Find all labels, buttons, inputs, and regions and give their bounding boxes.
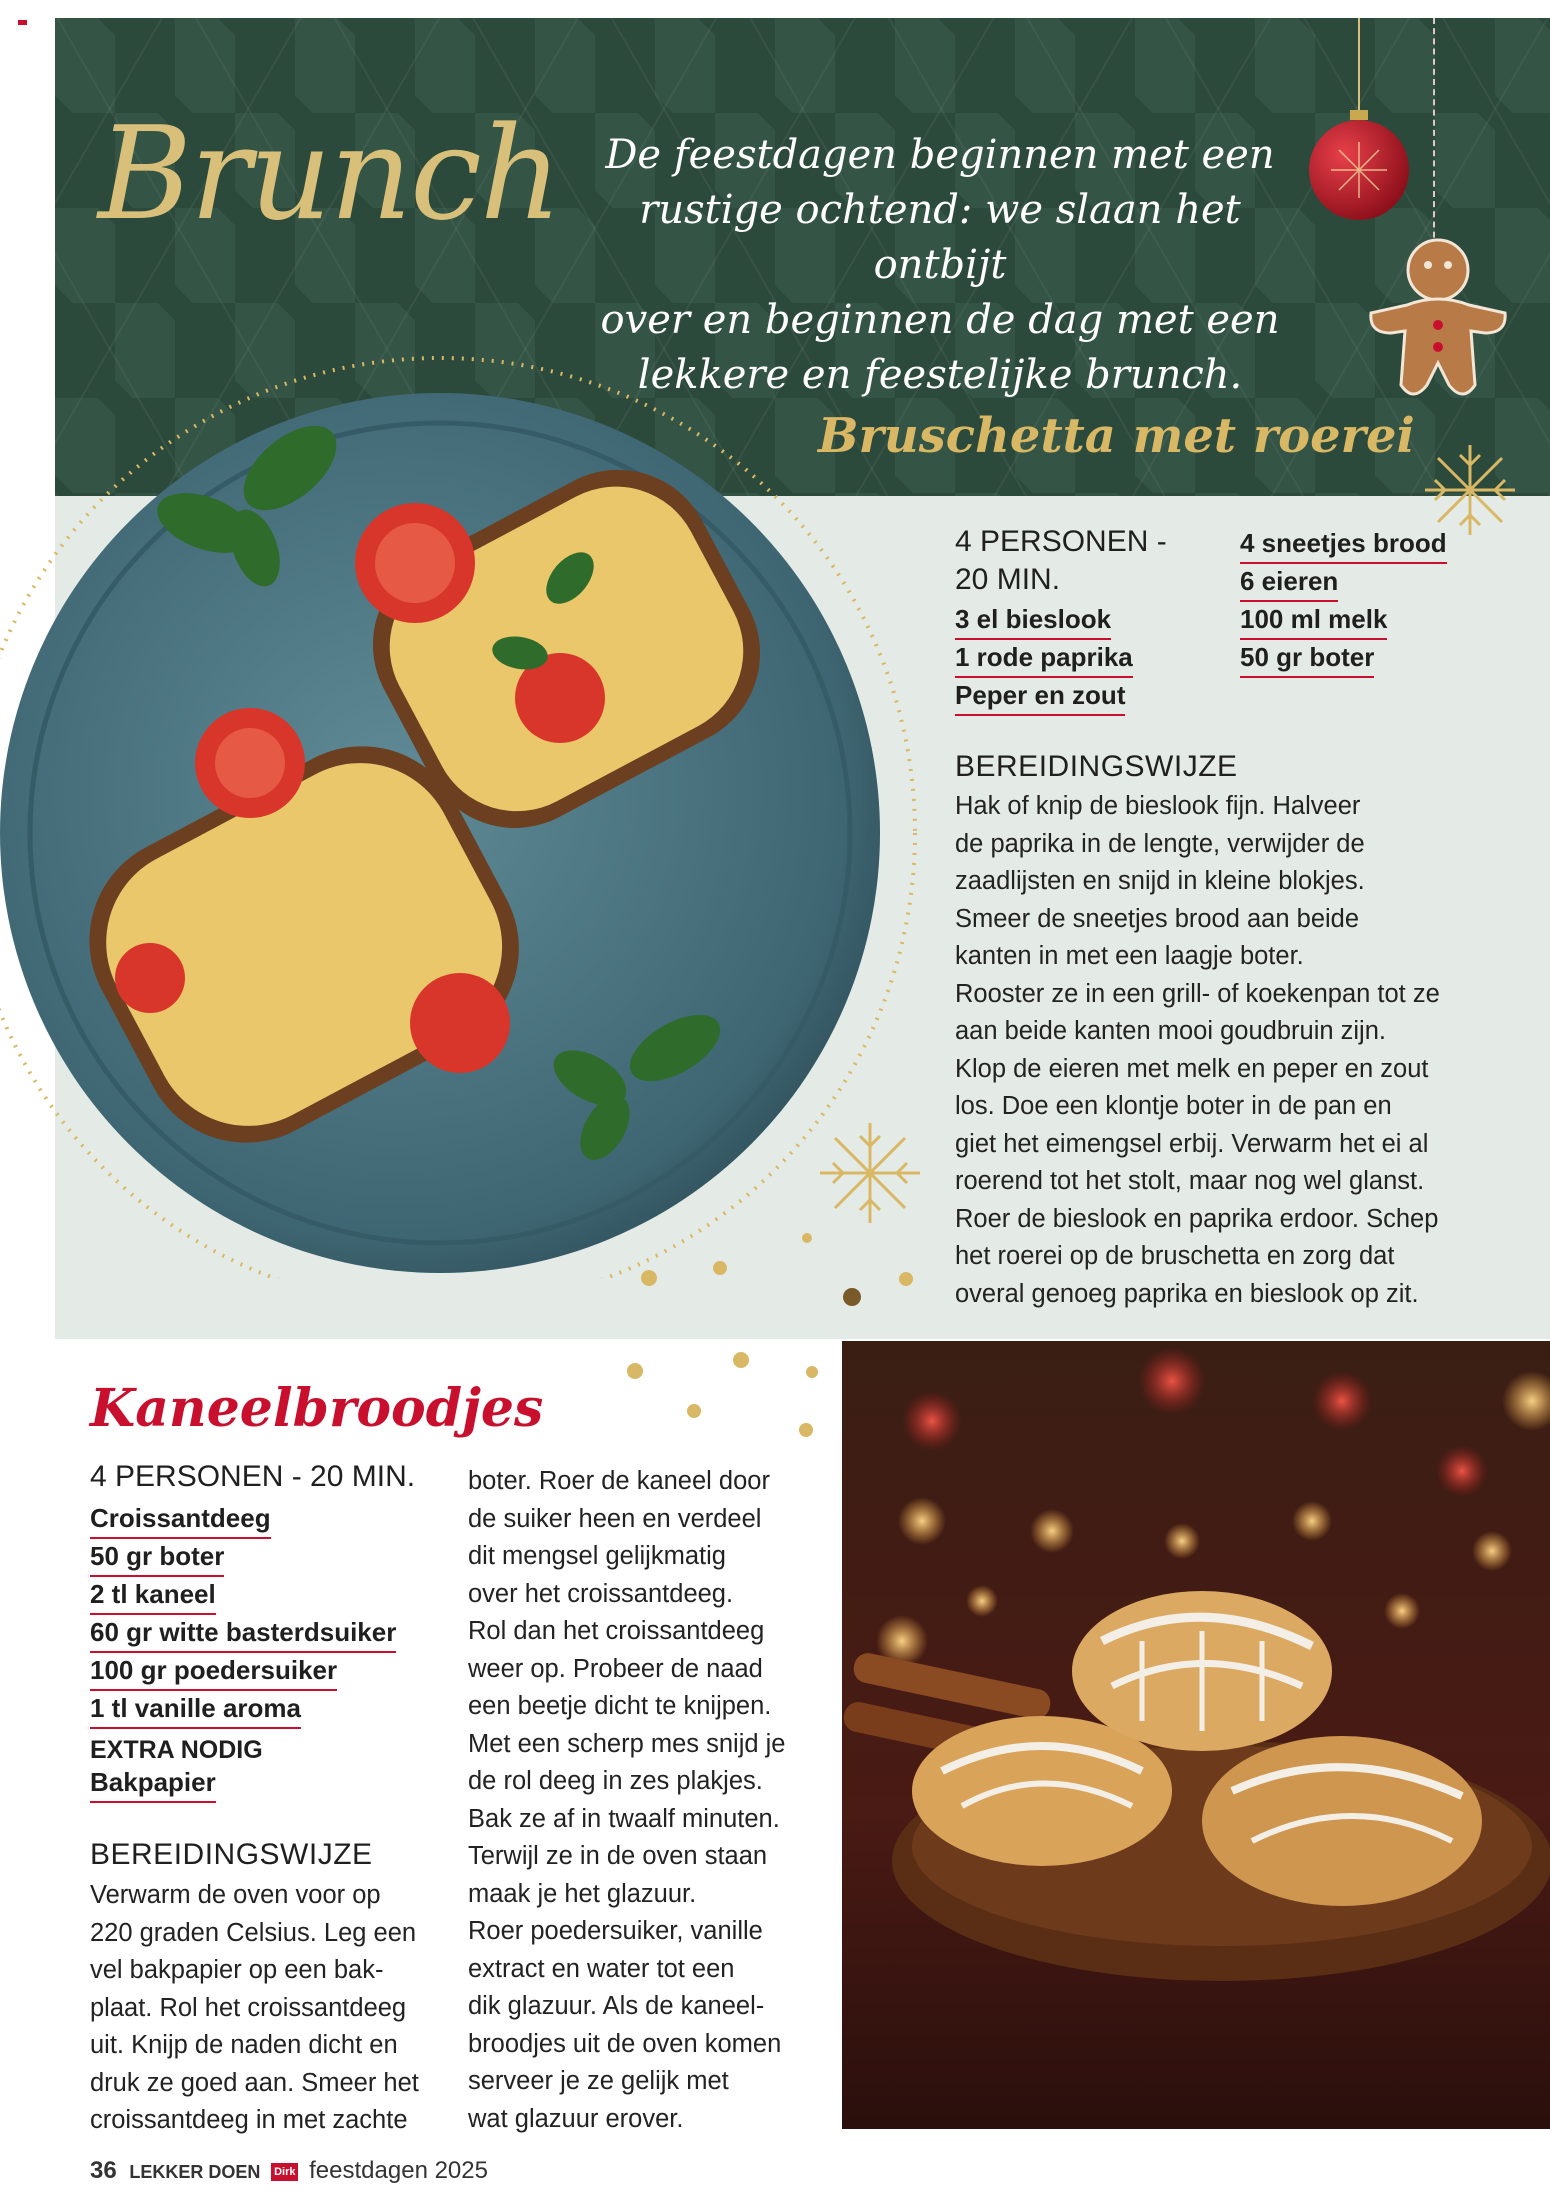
method-line: Roer de bieslook en paprika erdoor. Schep — [955, 1204, 1439, 1233]
method-line: Roer poedersuiker, vanille — [468, 1917, 763, 1945]
method-line: plaat. Rol het croissantdeeg — [90, 1993, 407, 2022]
method-line: het roerei op de bruschetta en zorg dat — [955, 1242, 1395, 1270]
method-line: vel bakpapier op een bak- — [90, 1956, 384, 1984]
recipe2-extra-heading: EXTRA NODIG — [90, 1736, 263, 1764]
method-line: weer op. Probeer de naad — [468, 1654, 763, 1683]
bruschetta-photo — [0, 318, 920, 1278]
recipe1-method — [955, 788, 1515, 1313]
method-line: extract en water tot een — [468, 1954, 735, 1983]
decor-dot — [687, 1404, 701, 1418]
recipe1-title: Bruschetta met roerei — [818, 408, 1415, 464]
gingerbread-string — [1433, 18, 1437, 258]
method-line: los. Doe een klontje boter in de pan en — [955, 1092, 1392, 1120]
ingredient-item — [90, 1652, 396, 1688]
ingredient-label: 2 tl kaneel — [90, 1576, 216, 1615]
method-line: kanten in met een laagje boter. — [955, 942, 1304, 970]
decor-dot — [802, 1233, 812, 1243]
method-line: de suiker heen en verdeel — [468, 1504, 762, 1533]
page-number: 36 — [90, 2157, 117, 2184]
method-line: zaadlijsten en snijd in kleine blokjes. — [955, 867, 1365, 895]
decor-dot — [641, 1270, 657, 1286]
method-line: roerend tot het stolt, maar nog wel glanst. — [955, 1167, 1425, 1195]
method-line: Met een scherp mes snijd je — [468, 1729, 786, 1758]
serves-line: 4 PERSONEN - — [955, 525, 1167, 558]
recipe2-method-col1 — [90, 1877, 450, 2140]
serves-line: 20 MIN. — [955, 563, 1061, 596]
recipe2-title: Kaneelbroodjes — [90, 1378, 544, 1439]
ingredient-label: 50 gr boter — [1240, 639, 1374, 678]
method-line: de paprika in de lengte, verwijder de — [955, 829, 1365, 858]
method-line: Hak of knip de bieslook fijn. Halveer — [955, 792, 1361, 820]
intro-line: rustige ochtend: we slaan het ontbijt — [639, 187, 1241, 288]
recipe1-method-heading: BEREIDINGSWIJZE — [955, 750, 1238, 783]
ingredient-item — [1240, 525, 1447, 561]
method-line: serveer je ze gelijk met — [468, 2067, 729, 2095]
method-line: druk ze goed aan. Smeer het — [90, 2068, 419, 2097]
decor-dot — [806, 1366, 818, 1378]
page-title: Brunch — [98, 100, 561, 249]
ingredient-label: 60 gr witte basterdsuiker — [90, 1614, 396, 1653]
ingredient-item — [955, 601, 1133, 637]
extra-item-label: Bakpapier — [90, 1764, 216, 1803]
method-line: Rooster ze in een grill- of koekenpan tot ze — [955, 979, 1440, 1008]
ingredient-item — [90, 1576, 396, 1612]
intro-line: over en beginnen de dag met een — [600, 297, 1280, 343]
method-line: dit mengsel gelijkmatig — [468, 1542, 726, 1570]
ingredient-item — [90, 1538, 396, 1574]
issue-name: feestdagen 2025 — [309, 2157, 488, 2184]
ingredient-item — [1240, 563, 1447, 599]
method-line: wat glazuur erover. — [468, 2104, 684, 2133]
method-line: broodjes uit de oven komen — [468, 2029, 782, 2058]
ingredient-item — [1240, 639, 1447, 675]
ingredient-item — [90, 1500, 396, 1536]
ingredient-item — [955, 639, 1133, 675]
method-line: uit. Knijp de naden dicht en — [90, 2031, 398, 2059]
decor-dot — [899, 1272, 913, 1286]
recipe2-method-heading: BEREIDINGSWIJZE — [90, 1838, 373, 1871]
method-line: Smeer de sneetjes brood aan beide — [955, 904, 1360, 933]
ingredient-label: Peper en zout — [955, 677, 1125, 716]
method-line: Terwijl ze in de oven staan — [468, 1842, 768, 1870]
method-line: aan beide kanten mooi goudbruin zijn. — [955, 1017, 1386, 1045]
ingredient-item — [90, 1690, 396, 1726]
ingredient-label: 100 gr poedersuiker — [90, 1652, 337, 1691]
decor-dot — [733, 1352, 749, 1368]
dirk-logo: Dirk — [271, 2163, 298, 2181]
intro-line: lekkere en feestelijke brunch. — [637, 352, 1243, 398]
ingredient-item — [955, 677, 1133, 713]
ingredient-label: 50 gr boter — [90, 1538, 224, 1577]
ingredient-label: 1 rode paprika — [955, 639, 1133, 678]
method-line: giet het eimengsel erbij. Verwarm het ei al — [955, 1129, 1429, 1158]
ingredient-label: 3 el bieslook — [955, 601, 1111, 640]
corner-mark — [18, 20, 27, 25]
decor-dot — [627, 1363, 643, 1379]
footer — [90, 2157, 488, 2185]
method-line: dik glazuur. Als de kaneel- — [468, 1992, 765, 2020]
ingredient-item — [90, 1614, 396, 1650]
method-line: overal genoeg paprika en bieslook op zit. — [955, 1279, 1419, 1308]
method-line: Rol dan het croissantdeeg — [468, 1617, 765, 1645]
recipe2-ingredients — [90, 1500, 396, 1728]
recipe1-serves — [955, 523, 1167, 599]
method-line: over het croissantdeeg. — [468, 1579, 734, 1608]
method-line: maak je het glazuur. — [468, 1879, 697, 1908]
method-line: boter. Roer de kaneel door — [468, 1467, 770, 1495]
ingredient-item — [1240, 601, 1447, 637]
decor-dot — [713, 1261, 727, 1275]
gingerbread-man-icon — [1367, 235, 1509, 405]
intro-line: De feestdagen beginnen met een — [605, 132, 1275, 178]
method-line: Verwarm de oven voor op — [90, 1881, 381, 1909]
christmas-ornament-icon — [1305, 110, 1415, 220]
cinnamon-rolls-photo — [842, 1341, 1550, 2129]
ornament-string — [1358, 18, 1360, 124]
ingredient-label: 6 eieren — [1240, 563, 1338, 602]
method-line: Bak ze af in twaalf minuten. — [468, 1804, 780, 1833]
recipe2-serves: 4 PERSONEN - 20 MIN. — [90, 1460, 416, 1493]
method-line: de rol deeg in zes plakjes. — [468, 1767, 763, 1795]
recipe2-extra-item — [90, 1764, 216, 1803]
recipe1-ingredients-left — [955, 601, 1133, 715]
section-name: LEKKER DOEN — [129, 2162, 261, 2182]
method-line: croissantdeeg in met zachte — [90, 2106, 408, 2134]
ingredient-label: 4 sneetjes brood — [1240, 525, 1447, 564]
recipe1-ingredients-right — [1240, 525, 1447, 677]
decor-dot — [799, 1423, 813, 1437]
ingredient-label: 1 tl vanille aroma — [90, 1690, 301, 1729]
method-line: Klop de eieren met melk en peper en zout — [955, 1054, 1429, 1083]
decor-dot — [843, 1288, 861, 1306]
recipe2-method-col2 — [468, 1463, 828, 2138]
method-line: een beetje dicht te knijpen. — [468, 1692, 772, 1720]
method-line: 220 graden Celsius. Leg een — [90, 1918, 417, 1947]
ingredient-label: 100 ml melk — [1240, 601, 1387, 640]
ingredient-label: Croissantdeeg — [90, 1500, 271, 1539]
